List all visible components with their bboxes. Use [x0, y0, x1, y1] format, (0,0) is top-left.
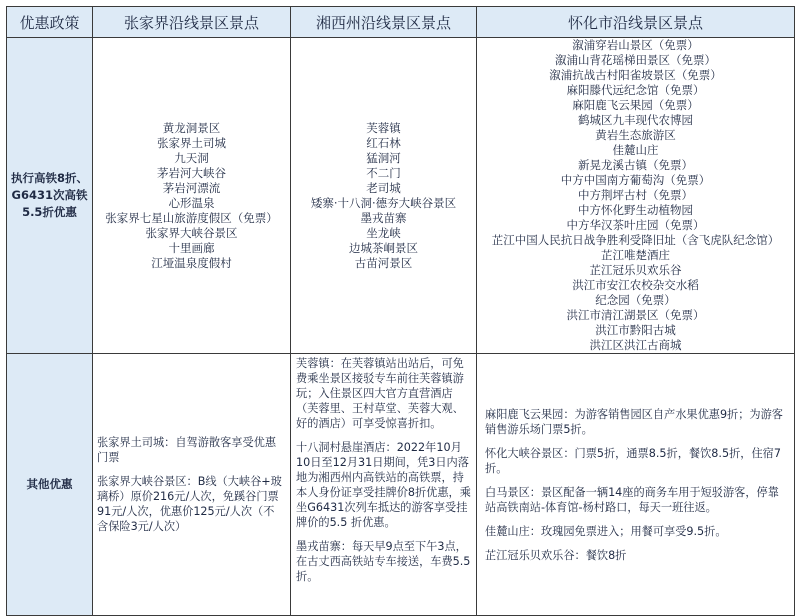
offer-paragraph: 十八洞村悬崖酒店：2022年10月10日至12月31日期间，凭3日内落地为湘西州内高铁站的高铁票，持本人身份证享受挂牌价8折优惠，乘坐G6431次列车抵达的游客享受挂牌价的5.5 折优惠。 — [296, 441, 471, 529]
list-item: 新晃龙溪古镇（免票） — [578, 158, 693, 172]
list-item: 黄龙洞景区 — [162, 120, 221, 135]
discount-label-line: 5.5折优惠 — [22, 205, 77, 219]
offer-paragraph: 麻阳鹿飞云果园：为游客销售园区自产水果优惠9折；为游客销售游乐场门票5折。 — [485, 407, 783, 436]
list-item: 九天洞 — [174, 150, 209, 165]
offer-paragraph: 佳麓山庄：玫瑰园免票进入；用餐可享受9.5折。 — [485, 524, 727, 538]
list-item: 张家界大峡谷景区 — [145, 225, 238, 240]
zhangjiajie-offers — [93, 354, 291, 616]
list-item: 溆浦山背花瑶梯田景区（免票） — [555, 53, 716, 67]
offer-paragraph: 芷江冠乐贝欢乐谷：餐饮8折 — [485, 548, 627, 562]
list-item: 茅岩河大峡谷 — [157, 165, 226, 180]
discount-label-line: G6431次高铁 — [11, 188, 88, 202]
discount-row — [7, 38, 795, 354]
header-huaihua: 怀化市沿线景区景点 — [477, 7, 795, 38]
list-item: 麻阳鹿飞云果园（免票） — [572, 98, 699, 112]
discount-label-line: 执行高铁8折、 — [10, 171, 88, 185]
list-item: 洪江区洪江古商城 — [589, 338, 682, 352]
list-item: 中方中国南方葡萄沟（免票） — [560, 173, 711, 187]
list-item: 纪念园（免票） — [595, 293, 676, 307]
offer-paragraph: 墨戎苗寨：每天早9点至下午3点，在古丈西高铁站专车接送，车费5.5折。 — [296, 540, 471, 583]
offer-paragraph: 芙蓉镇：在芙蓉镇站出站后，可免费乘坐景区接驳专车前往芙蓉镇游玩；入住景区四大官方直营酒店（芙蓉里、王村草堂、芙蓉大观、好的酒店）可享受惊喜折扣。 — [296, 357, 464, 430]
list-item: 中方荆坪古村（免票） — [578, 188, 693, 202]
list-item: 洪江市黔阳古城 — [595, 323, 676, 337]
list-item: 心形温泉 — [168, 195, 215, 210]
huaihua-list — [477, 38, 795, 354]
list-item: 芷江中国人民抗日战争胜利受降旧址（含飞虎队纪念馆） — [491, 233, 780, 247]
zhangjiajie-list — [93, 38, 291, 354]
other-offers-row — [7, 354, 795, 616]
list-item: 古苗河景区 — [354, 255, 413, 270]
list-item: 老司城 — [366, 180, 401, 195]
list-item: 边城茶峒景区 — [349, 240, 418, 255]
list-item: 茅岩河漂流 — [162, 180, 221, 195]
offer-paragraph: 白马景区：景区配备一辆14座的商务车用于短驳游客，停靠站高铁南站-体育馆-杨村路口，每天一班往返。 — [485, 485, 779, 514]
header-xiangxi: 湘西州沿线景区景点 — [291, 7, 477, 38]
list-item: 麻阳滕代远纪念馆（免票） — [566, 83, 705, 97]
list-item: 溆浦抗战古村阳雀坡景区（免票） — [549, 68, 722, 82]
list-item: 洪江市清江湖景区（免票） — [566, 308, 705, 322]
xiangxi-offers — [291, 354, 477, 616]
header-zhangjiajie: 张家界沿线景区景点 — [93, 7, 291, 38]
discount-label — [7, 38, 93, 354]
header-row — [7, 7, 795, 38]
list-item: 黄岩生态旅游区 — [595, 128, 676, 142]
list-item: 芙蓉镇 — [366, 120, 401, 135]
huaihua-offers — [477, 354, 795, 616]
offer-paragraph: 张家界土司城：自驾游散客享受优惠门票 — [97, 436, 277, 464]
list-item: 江垭温泉度假村 — [151, 255, 232, 270]
offer-paragraph: 张家界大峡谷景区：B线（大峡谷+玻璃桥）原价216元/人次，免蹊谷门票91元/人次，优惠价125元/人次（不含保险3元/人次） — [97, 475, 282, 533]
list-item: 芷江唯楚酒庄 — [601, 248, 670, 262]
list-item: 不二门 — [366, 165, 401, 180]
other-offers-label: 其他优惠 — [7, 354, 93, 616]
list-item: 张家界土司城 — [157, 135, 226, 150]
list-item: 坐龙峡 — [366, 225, 401, 240]
xiangxi-list — [291, 38, 477, 354]
list-item: 溆浦穿岩山景区（免票） — [572, 38, 699, 52]
list-item: 矮寨·十八洞·德夯大峡谷景区 — [310, 195, 457, 210]
policy-table — [6, 6, 795, 616]
offer-paragraph: 怀化大峡谷景区：门票5折，通票8.5折，餐饮8.5折，住宿7折。 — [485, 446, 781, 475]
list-item: 洪江市安江农校杂交水稻 — [572, 278, 699, 292]
list-item: 中方怀化野生动植物园 — [578, 203, 693, 217]
list-item: 红石林 — [366, 135, 401, 150]
list-item: 鹤城区九丰现代农博园 — [578, 113, 693, 127]
list-item: 张家界七星山旅游度假区（免票） — [105, 210, 278, 225]
list-item: 中方华汉茶叶庄园（免票） — [566, 218, 705, 232]
list-item: 佳麓山庄 — [612, 143, 659, 157]
list-item: 猛洞河 — [366, 150, 401, 165]
list-item: 芷江冠乐贝欢乐谷 — [589, 263, 682, 277]
list-item: 墨戎苗寨 — [360, 210, 407, 225]
list-item: 十里画廊 — [168, 240, 215, 255]
header-policy: 优惠政策 — [7, 7, 93, 38]
